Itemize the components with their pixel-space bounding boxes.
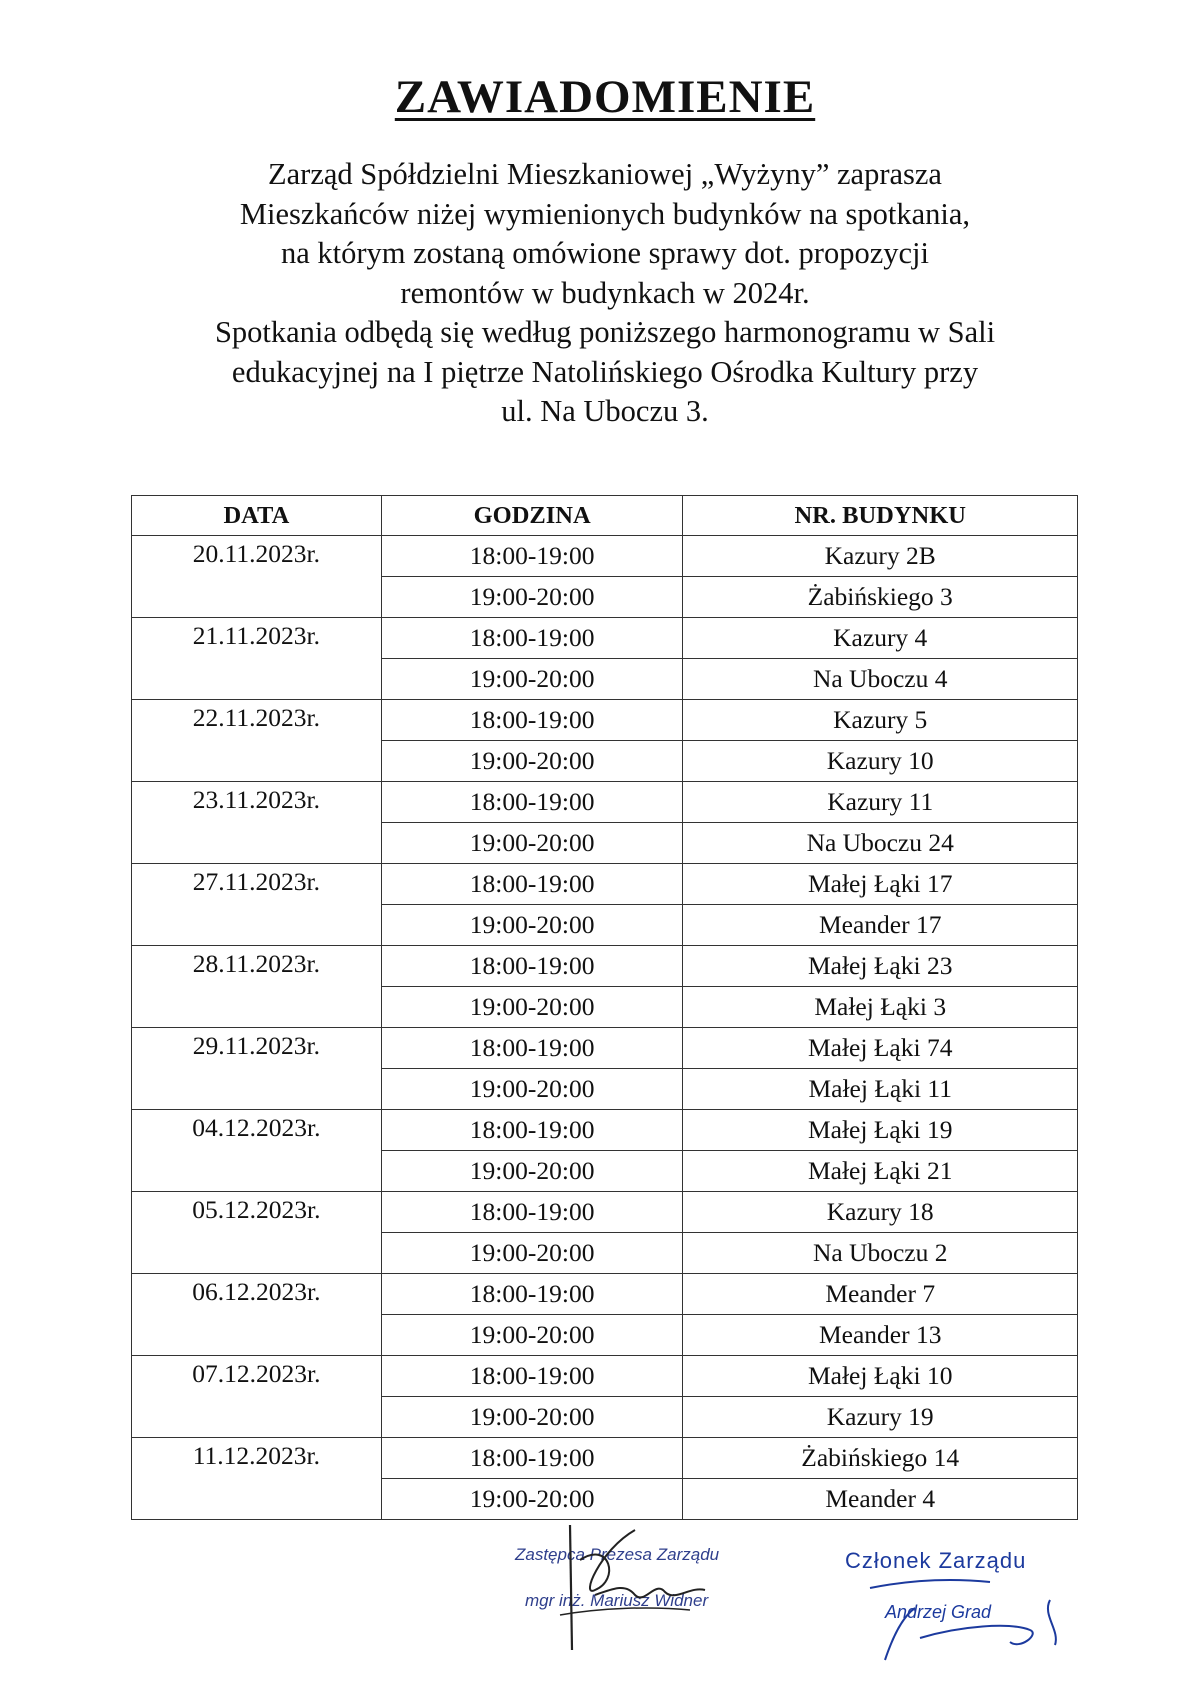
intro-line: ul. Na Uboczu 3. xyxy=(501,394,709,428)
signature-role: Członek Zarządu xyxy=(845,1548,1027,1573)
building-cell: Małej Łąki 3 xyxy=(683,987,1078,1028)
table-header-row xyxy=(132,496,1078,536)
date-cell: 07.12.2023r. xyxy=(132,1356,382,1438)
building-cell: Meander 7 xyxy=(683,1274,1078,1315)
building-cell: Żabińskiego 14 xyxy=(683,1438,1078,1479)
building-cell: Małej Łąki 74 xyxy=(683,1028,1078,1069)
date-cell: 04.12.2023r. xyxy=(132,1110,382,1192)
building-cell: Małej Łąki 17 xyxy=(683,864,1078,905)
table-row xyxy=(132,1192,1078,1233)
time-cell: 18:00-19:00 xyxy=(381,1274,683,1315)
signature-name: mgr inż. Mariusz Widner xyxy=(525,1591,709,1610)
table-row xyxy=(132,536,1078,577)
handwritten-signature-right xyxy=(860,1560,1090,1670)
time-cell: 19:00-20:00 xyxy=(381,1233,683,1274)
date-cell: 11.12.2023r. xyxy=(132,1438,382,1520)
time-cell: 18:00-19:00 xyxy=(381,536,683,577)
building-cell: Na Uboczu 2 xyxy=(683,1233,1078,1274)
time-cell: 18:00-19:00 xyxy=(381,946,683,987)
table-row xyxy=(132,782,1078,823)
date-cell: 23.11.2023r. xyxy=(132,782,382,864)
building-cell: Meander 13 xyxy=(683,1315,1078,1356)
building-cell: Kazury 11 xyxy=(683,782,1078,823)
time-cell: 19:00-20:00 xyxy=(381,1397,683,1438)
time-cell: 18:00-19:00 xyxy=(381,618,683,659)
building-cell: Kazury 19 xyxy=(683,1397,1078,1438)
date-cell: 28.11.2023r. xyxy=(132,946,382,1028)
time-cell: 18:00-19:00 xyxy=(381,782,683,823)
intro-line: Zarząd Spółdzielni Mieszkaniowej „Wyżyny” zaprasza xyxy=(268,157,942,191)
date-cell: 29.11.2023r. xyxy=(132,1028,382,1110)
date-cell: 27.11.2023r. xyxy=(132,864,382,946)
time-cell: 18:00-19:00 xyxy=(381,1192,683,1233)
intro-paragraph xyxy=(110,155,1100,432)
intro-line: remontów w budynkach w 2024r. xyxy=(400,275,810,310)
time-cell: 18:00-19:00 xyxy=(381,1356,683,1397)
table-row xyxy=(132,1028,1078,1069)
time-cell: 19:00-20:00 xyxy=(381,741,683,782)
intro-line: edukacyjnej na I piętrze Natolińskiego Ośrodka Kultury przy xyxy=(231,354,979,389)
time-cell: 19:00-20:00 xyxy=(381,577,683,618)
building-cell: Kazury 18 xyxy=(683,1192,1078,1233)
intro-line: Mieszkańców niżej wymienionych budynków na spotkania, xyxy=(239,196,971,231)
date-cell: 05.12.2023r. xyxy=(132,1192,382,1274)
time-cell: 19:00-20:00 xyxy=(381,905,683,946)
time-cell: 19:00-20:00 xyxy=(381,987,683,1028)
notice-title: ZAWIADOMIENIE xyxy=(394,71,816,123)
table-row xyxy=(132,1356,1078,1397)
time-cell: 18:00-19:00 xyxy=(381,1438,683,1479)
header-time: GODZINA xyxy=(381,496,683,536)
building-cell: Kazury 2B xyxy=(683,536,1078,577)
date-cell: 20.11.2023r. xyxy=(132,536,382,618)
time-cell: 19:00-20:00 xyxy=(381,823,683,864)
table-row xyxy=(132,1110,1078,1151)
header-date: DATA xyxy=(132,496,382,536)
table-row xyxy=(132,864,1078,905)
building-cell: Małej Łąki 21 xyxy=(683,1151,1078,1192)
building-cell: Żabińskiego 3 xyxy=(683,577,1078,618)
table-row xyxy=(132,618,1078,659)
table-row xyxy=(132,946,1078,987)
time-cell: 18:00-19:00 xyxy=(381,1110,683,1151)
time-cell: 19:00-20:00 xyxy=(381,1315,683,1356)
building-cell: Na Uboczu 24 xyxy=(683,823,1078,864)
building-cell: Małej Łąki 10 xyxy=(683,1356,1078,1397)
time-cell: 19:00-20:00 xyxy=(381,1479,683,1520)
building-cell: Meander 17 xyxy=(683,905,1078,946)
header-building: NR. BUDYNKU xyxy=(683,496,1078,536)
time-cell: 18:00-19:00 xyxy=(381,1028,683,1069)
date-cell: 21.11.2023r. xyxy=(132,618,382,700)
date-cell: 06.12.2023r. xyxy=(132,1274,382,1356)
building-cell: Meander 4 xyxy=(683,1479,1078,1520)
date-cell: 22.11.2023r. xyxy=(132,700,382,782)
intro-line: Spotkania odbędą się według poniższego harmonogramu w Sali xyxy=(214,315,996,349)
building-cell: Na Uboczu 4 xyxy=(683,659,1078,700)
building-cell: Małej Łąki 19 xyxy=(683,1110,1078,1151)
signature-role: Zastępca Prezesa Zarządu xyxy=(515,1545,720,1564)
building-cell: Kazury 10 xyxy=(683,741,1078,782)
handwritten-signature-left xyxy=(540,1520,720,1660)
time-cell: 19:00-20:00 xyxy=(381,1069,683,1110)
table-row xyxy=(132,700,1078,741)
building-cell: Kazury 5 xyxy=(683,700,1078,741)
building-cell: Kazury 4 xyxy=(683,618,1078,659)
signature-name: Andrzej Grad xyxy=(885,1602,992,1622)
table-row xyxy=(132,1438,1078,1479)
time-cell: 19:00-20:00 xyxy=(381,1151,683,1192)
building-cell: Małej Łąki 23 xyxy=(683,946,1078,987)
schedule-table xyxy=(131,495,1078,1520)
building-cell: Małej Łąki 11 xyxy=(683,1069,1078,1110)
time-cell: 19:00-20:00 xyxy=(381,659,683,700)
time-cell: 18:00-19:00 xyxy=(381,864,683,905)
intro-line: na którym zostaną omówione sprawy dot. propozycji xyxy=(281,236,929,270)
table-row xyxy=(132,1274,1078,1315)
time-cell: 18:00-19:00 xyxy=(381,700,683,741)
schedule-body xyxy=(132,536,1078,1520)
